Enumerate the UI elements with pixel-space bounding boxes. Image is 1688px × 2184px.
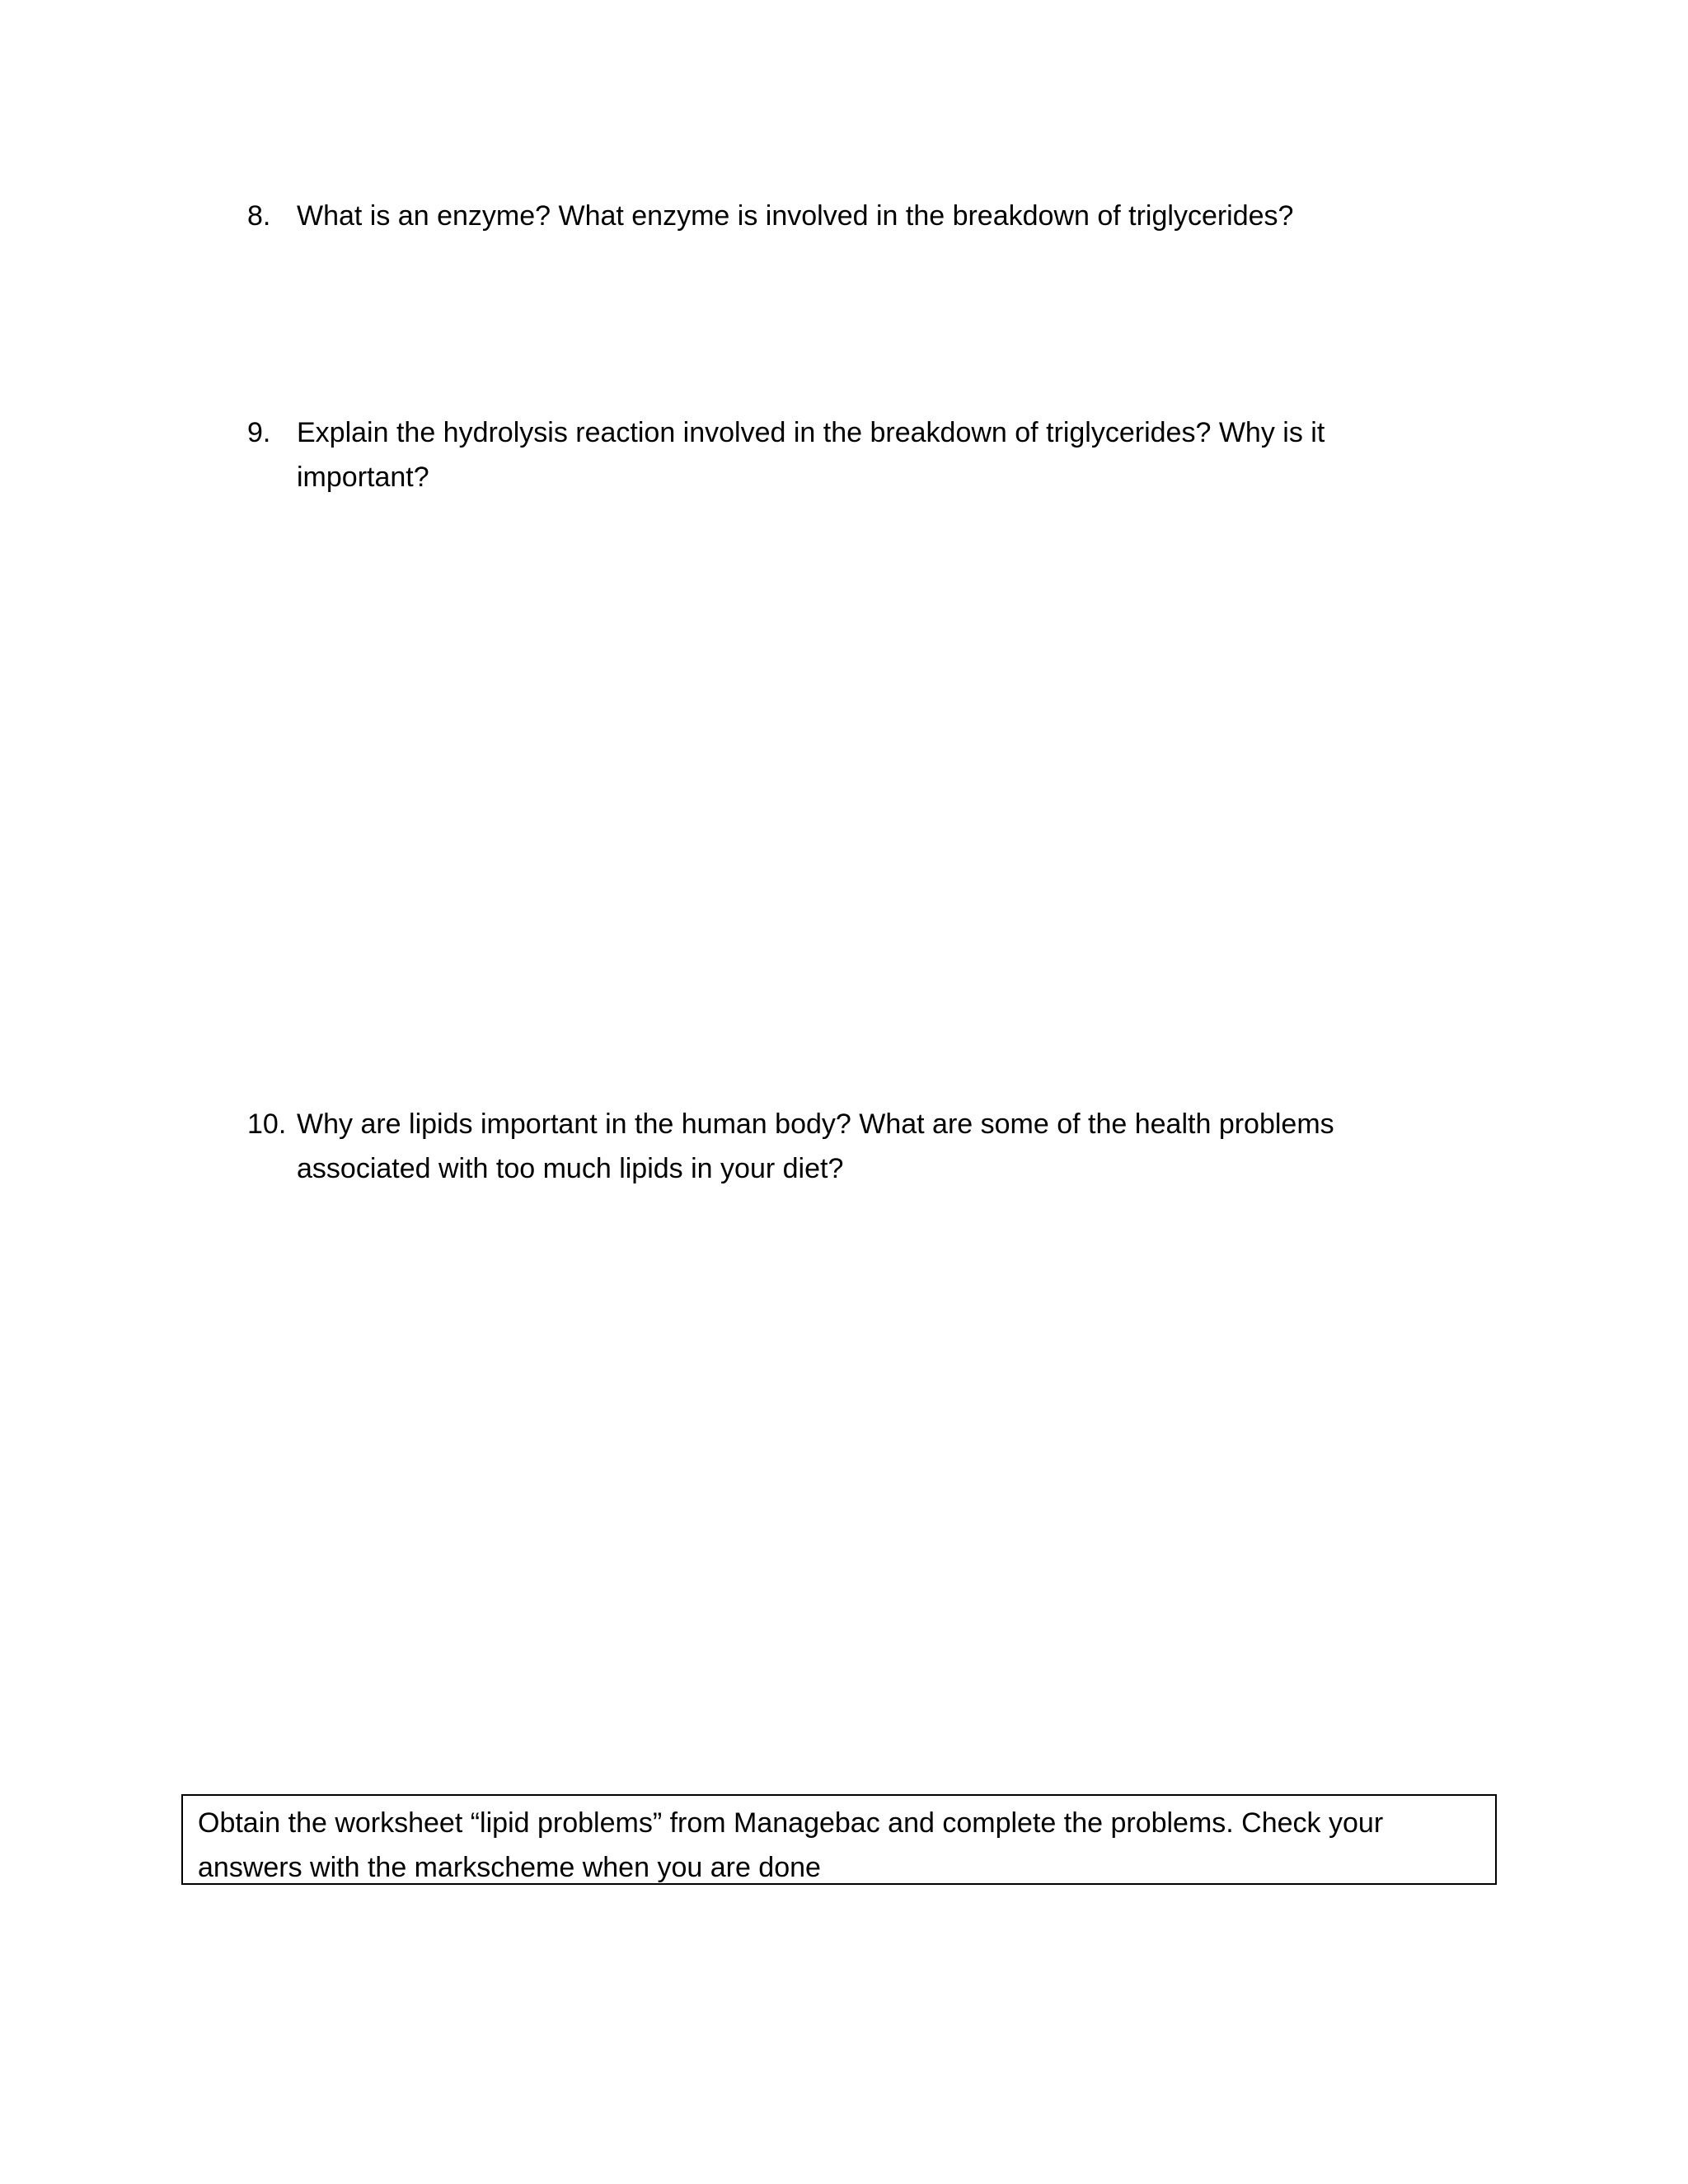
question-10 bbox=[247, 1102, 1442, 1191]
question-9 bbox=[247, 410, 1442, 499]
question-text: Why are lipids important in the human body? What are some of the health problems associated with too much lipids in your diet? bbox=[297, 1108, 1334, 1184]
question-number: 8. bbox=[247, 200, 271, 232]
question-number: 10. bbox=[247, 1108, 287, 1140]
question-8 bbox=[247, 194, 1442, 238]
question-number: 9. bbox=[247, 417, 271, 448]
question-text: What is an enzyme? What enzyme is involved in the breakdown of triglycerides? bbox=[297, 200, 1294, 232]
instruction-box bbox=[181, 1794, 1497, 1885]
instruction-text: Obtain the worksheet “lipid problems” from Managebac and complete the problems. Check your answers with the markscheme when you are done bbox=[198, 1807, 1384, 1883]
question-text: Explain the hydrolysis reaction involved in the breakdown of triglycerides? Why is it important? bbox=[297, 417, 1325, 493]
